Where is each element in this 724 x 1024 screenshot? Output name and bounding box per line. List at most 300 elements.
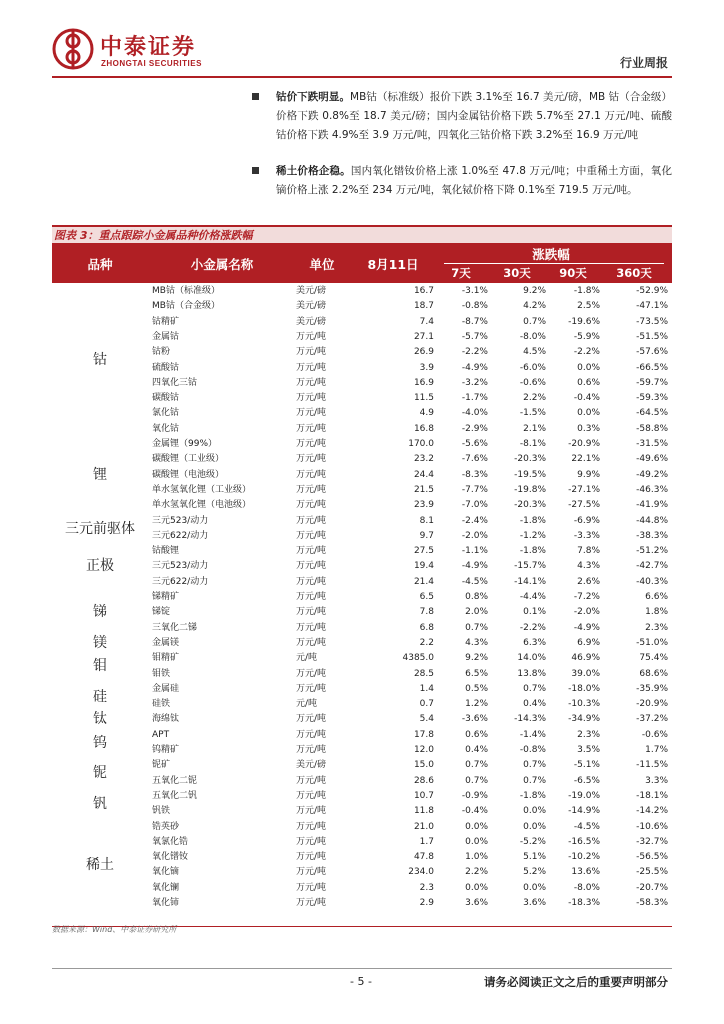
cell-name: 五氧化二钒 (152, 790, 198, 801)
cell-d90: -7.2% (573, 592, 600, 602)
cell-name: 钨精矿 (152, 745, 180, 755)
cell-price: 2.3 (419, 882, 434, 893)
cell-d30: 14.0% (517, 653, 546, 664)
cell-d30: -0.6% (519, 377, 546, 388)
cell-d7: 1.2% (465, 699, 488, 710)
cell-name: 金属镁 (152, 637, 180, 648)
cell-name: 钒铁 (152, 806, 171, 817)
cell-unit: 万元/吨 (296, 530, 327, 541)
cell-d7: -5.7% (461, 331, 488, 342)
cell-d30: 4.5% (523, 347, 546, 358)
cell-d30: -4.4% (519, 592, 546, 602)
cell-name: 五氧化二铌 (152, 775, 198, 786)
cell-d360: -49.2% (636, 469, 668, 480)
cell-d30: -1.8% (519, 790, 546, 801)
cell-price: 17.8 (413, 729, 434, 740)
cell-price: 23.9 (413, 500, 434, 511)
cell-price: 21.4 (413, 576, 434, 587)
cell-price: 7.4 (419, 316, 434, 327)
cell-d90: 0.6% (577, 377, 600, 388)
cell-d90: 13.6% (571, 867, 600, 878)
cell-price: 12.0 (413, 745, 434, 755)
header-subdivider (444, 263, 664, 264)
cell-name: 海绵钛 (152, 714, 180, 725)
cell-d7: 3.6% (465, 898, 488, 908)
company-name-cn: 中泰证券 (100, 35, 197, 60)
cell-d360: -38.3% (636, 530, 668, 541)
cell-d360: -58.3% (636, 898, 668, 908)
cell-d360: -18.1% (636, 790, 668, 801)
cell-d90: 46.9% (571, 653, 600, 664)
cell-name: 三元622/动力 (152, 576, 209, 587)
header-360d: 360天 (616, 266, 652, 280)
cell-d90: -34.9% (568, 714, 600, 725)
header-90d: 90天 (559, 266, 587, 280)
cell-d90: 2.6% (577, 576, 600, 587)
cell-d360: 2.3% (645, 622, 668, 633)
bullet-highlight: 钴价下跌明显。 (276, 91, 351, 103)
cell-d7: -4.0% (461, 408, 488, 419)
cell-unit: 万元/吨 (296, 668, 327, 679)
cell-name: 钴粉 (152, 347, 171, 358)
cell-d30: -5.2% (519, 836, 546, 847)
cell-unit: 万元/吨 (296, 637, 327, 648)
bullet-square-icon (252, 93, 259, 100)
cell-price: 11.5 (413, 393, 434, 404)
cell-d90: 7.8% (577, 546, 600, 557)
cell-price: 15.0 (413, 760, 434, 771)
group-label: 稀土 (86, 856, 114, 873)
cell-price: 6.5 (419, 592, 434, 602)
header-7d: 7天 (451, 266, 471, 280)
cell-price: 1.7 (419, 836, 434, 847)
cell-d30: -1.8% (519, 546, 546, 557)
cell-d360: -49.6% (636, 454, 668, 465)
cell-price: 21.0 (413, 821, 434, 832)
cell-price: 16.8 (413, 423, 434, 434)
cell-d7: -2.0% (461, 530, 488, 541)
cell-d7: -4.9% (461, 561, 488, 572)
cell-d360: -32.7% (636, 836, 668, 847)
cell-d7: 0.7% (465, 775, 488, 786)
bullet-text: 国内氧化镨钕价格上涨 1.0%至 47.8 万元/吨；中重稀土方面，氧化镝价格上涨 2.2%至 234 万元/吨，氧化铽价格下降 0.1%至 719.5 万元/吨。 (276, 165, 673, 196)
cell-unit: 万元/吨 (296, 775, 327, 786)
cell-name: 硫酸钴 (152, 362, 180, 373)
cell-d7: 4.3% (465, 637, 488, 648)
cell-d360: -56.5% (636, 852, 668, 863)
cell-d90: -0.4% (573, 393, 600, 404)
cell-d30: -1.4% (519, 729, 546, 740)
cell-unit: 万元/吨 (296, 561, 327, 572)
bullet-cobalt (252, 88, 672, 145)
cell-unit: 万元/吨 (296, 546, 327, 557)
header-divider (52, 76, 672, 78)
cell-price: 19.4 (413, 561, 434, 572)
header-30d: 30天 (503, 266, 531, 280)
cell-d7: -2.9% (461, 423, 488, 434)
cell-d7: -0.8% (461, 301, 488, 312)
cell-name: 钴精矿 (152, 316, 180, 327)
cell-unit: 美元/磅 (296, 316, 327, 327)
cell-d90: -6.9% (573, 515, 600, 526)
cell-d7: 0.6% (465, 729, 488, 740)
cell-d360: 75.4% (639, 653, 668, 664)
cell-d30: -0.8% (519, 745, 546, 755)
cell-unit: 万元/吨 (296, 347, 327, 358)
cell-d360: -64.5% (636, 408, 668, 419)
cell-unit: 万元/吨 (296, 500, 327, 511)
cell-d30: -14.1% (514, 576, 546, 587)
group-label: 钒 (93, 795, 107, 812)
cell-d90: -27.5% (568, 500, 600, 511)
cell-unit: 万元/吨 (296, 622, 327, 633)
cell-d7: -1.7% (461, 393, 488, 404)
cell-unit: 万元/吨 (296, 439, 327, 449)
cell-d360: 1.8% (645, 607, 668, 618)
cell-d360: -47.1% (636, 301, 668, 312)
report-type: 行业周报 (619, 56, 668, 70)
cell-d90: 6.9% (577, 637, 600, 648)
cell-name: 金属钴 (152, 331, 180, 342)
cell-d90: 4.3% (577, 561, 600, 572)
cell-d30: 0.0% (523, 821, 546, 832)
cell-name: 锆英砂 (152, 821, 180, 832)
cell-name: 碳酸钴 (152, 393, 180, 404)
data-source: 数据来源：Wind、中泰证券研究所 (52, 925, 177, 934)
cell-d30: 4.2% (523, 301, 546, 312)
page-header (0, 0, 724, 80)
cell-name: MB钴（合金级） (152, 301, 220, 312)
cell-d360: -57.6% (636, 347, 668, 358)
cell-unit: 万元/吨 (296, 469, 327, 480)
cell-unit: 万元/吨 (296, 806, 327, 817)
cell-name: 单水氢氧化锂（电池级） (152, 500, 252, 511)
cell-name: 碳酸锂（工业级） (152, 454, 225, 465)
cell-d7: -7.7% (461, 484, 488, 495)
cell-d90: -18.0% (568, 683, 600, 694)
cell-unit: 万元/吨 (296, 331, 327, 342)
cell-d7: 0.0% (465, 821, 488, 832)
cell-d7: -5.6% (461, 439, 488, 449)
cell-d360: -40.3% (636, 576, 668, 587)
cell-price: 28.6 (413, 775, 434, 786)
cell-d360: -44.8% (636, 515, 668, 526)
cell-price: 16.9 (413, 377, 434, 388)
cell-d7: -3.1% (461, 286, 488, 296)
cell-d360: -46.3% (636, 484, 668, 495)
cell-unit: 美元/磅 (296, 301, 327, 312)
cell-name: 钴酸锂 (152, 546, 180, 557)
cell-unit: 万元/吨 (296, 607, 327, 618)
cell-d90: -19.0% (568, 790, 600, 801)
header-name: 小金属名称 (190, 257, 254, 272)
cell-unit: 万元/吨 (296, 898, 327, 908)
group-label: 锑 (93, 604, 107, 620)
cell-d30: 2.2% (523, 393, 546, 404)
cell-d7: 0.8% (465, 592, 488, 602)
cell-d90: 0.0% (577, 408, 600, 419)
cell-name: 铌矿 (152, 760, 171, 771)
cell-d30: -6.0% (519, 362, 546, 373)
cell-price: 10.7 (413, 790, 434, 801)
cell-d90: -3.3% (573, 530, 600, 541)
cell-d90: 3.5% (577, 745, 600, 755)
group-label: 钴 (93, 352, 107, 368)
cell-unit: 美元/磅 (296, 286, 327, 296)
cell-price: 6.8 (419, 622, 434, 633)
cell-price: 9.7 (419, 530, 434, 541)
cell-d90: -19.6% (568, 316, 600, 327)
cell-unit: 万元/吨 (296, 882, 327, 893)
cell-d30: -15.7% (514, 561, 546, 572)
cell-d30: -20.3% (514, 454, 546, 465)
cell-unit: 万元/吨 (296, 836, 327, 847)
cell-name: 三元523/动力 (152, 515, 209, 526)
cell-name: 单水氢氧化锂（工业级） (152, 484, 252, 495)
bullet-rare-earth (252, 162, 672, 200)
cell-name: APT (152, 729, 170, 740)
cell-price: 11.8 (413, 806, 434, 817)
cell-d360: -51.0% (636, 637, 668, 648)
cell-d360: -51.5% (636, 331, 668, 342)
cell-unit: 万元/吨 (296, 592, 327, 602)
cell-d360: -37.2% (636, 714, 668, 725)
cell-price: 0.7 (419, 699, 434, 710)
cell-d30: -19.8% (514, 484, 546, 495)
cell-name: 四氧化三钴 (152, 377, 198, 388)
cell-d30: 0.7% (523, 775, 546, 786)
cell-d90: 9.9% (577, 469, 600, 480)
cell-d7: -3.6% (461, 714, 488, 725)
cell-name: 氯化钴 (152, 408, 180, 419)
cell-name: 三元523/动力 (152, 561, 209, 572)
cell-name: 氧化钴 (152, 423, 180, 434)
cell-d360: 3.3% (645, 775, 668, 786)
cell-d360: -35.9% (636, 683, 668, 694)
cell-unit: 万元/吨 (296, 408, 327, 419)
cell-unit: 万元/吨 (296, 484, 327, 495)
cell-d30: 0.7% (523, 683, 546, 694)
cell-d30: 3.6% (523, 898, 546, 908)
cell-unit: 万元/吨 (296, 714, 327, 725)
cell-d30: 0.4% (523, 699, 546, 710)
cell-d30: 13.8% (517, 668, 546, 679)
cell-unit: 万元/吨 (296, 576, 327, 587)
cell-d360: 1.7% (645, 745, 668, 755)
cell-unit: 万元/吨 (296, 683, 327, 694)
cell-d360: -59.7% (636, 377, 668, 388)
footer-divider (52, 968, 672, 969)
cell-unit: 万元/吨 (296, 790, 327, 801)
cell-unit: 万元/吨 (296, 393, 327, 404)
cell-price: 2.2 (419, 637, 434, 648)
cell-d7: -4.5% (461, 576, 488, 587)
cell-price: 4385.0 (402, 653, 434, 664)
cell-d90: 0.3% (577, 423, 600, 434)
cell-d7: 0.7% (465, 622, 488, 633)
cell-d30: 0.1% (523, 607, 546, 618)
cell-d7: -4.9% (461, 362, 488, 373)
cell-unit: 万元/吨 (296, 454, 327, 465)
cell-price: 47.8 (413, 852, 434, 863)
group-label: 钨 (93, 734, 107, 751)
cell-d30: 6.3% (523, 637, 546, 648)
cell-unit: 万元/吨 (296, 377, 327, 388)
cell-d7: -1.1% (461, 546, 488, 557)
cell-d30: 0.7% (523, 316, 546, 327)
cell-unit: 万元/吨 (296, 729, 327, 740)
cell-d360: -11.5% (636, 760, 668, 771)
cell-d30: -8.1% (519, 439, 546, 449)
cell-d30: 5.2% (523, 867, 546, 878)
cell-d90: -14.9% (568, 806, 600, 817)
cell-d30: -14.3% (514, 714, 546, 725)
bullet-text: MB钴（标准级）报价下跌 3.1%至 16.7 美元/磅，MB 钴（合金级）价格下跌 0.8%至 18.7 美元/磅；国内金属钴价格下跌 5.7%至 27.1 万元/吨、硫酸钴价格下跌 4.9%至 3.9 万元/吨，四氧化三钴价格下跌 3.2%至 16.9 万元/吨 (276, 91, 673, 141)
cell-d7: 0.7% (465, 760, 488, 771)
cell-unit: 万元/吨 (296, 821, 327, 832)
header-date: 8月11日 (367, 257, 419, 272)
cell-d90: -4.5% (573, 821, 600, 832)
cell-name: 三氧化二锑 (152, 622, 198, 633)
cell-unit: 万元/吨 (296, 423, 327, 434)
cell-d360: -73.5% (636, 316, 668, 327)
cell-d7: 6.5% (465, 668, 488, 679)
cell-name: 氧化镨钕 (152, 852, 189, 863)
cell-name: 碳酸锂（电池级） (152, 469, 225, 480)
cell-unit: 万元/吨 (296, 362, 327, 373)
cell-d7: 0.5% (465, 683, 488, 694)
cell-unit: 元/吨 (296, 699, 318, 710)
cell-d90: -18.3% (568, 898, 600, 908)
table-header (52, 243, 672, 283)
header-change: 涨跌幅 (532, 247, 570, 262)
cell-name: 钼精矿 (152, 653, 180, 664)
group-label: 铌 (93, 765, 107, 782)
cell-d360: -42.7% (636, 561, 668, 572)
cell-price: 18.7 (413, 301, 434, 312)
cell-name: 钼铁 (152, 668, 171, 679)
cell-unit: 万元/吨 (296, 515, 327, 526)
cell-d30: -1.5% (519, 408, 546, 419)
cell-d7: -3.2% (461, 377, 488, 388)
cell-d360: -10.6% (636, 821, 668, 832)
company-logo-icon (52, 28, 94, 70)
group-label: 钼 (93, 658, 107, 675)
cell-d90: -16.5% (568, 836, 600, 847)
cell-price: 170.0 (408, 439, 434, 449)
cell-name: MB钴（标准级） (152, 286, 220, 296)
cell-d30: -19.5% (514, 469, 546, 480)
cell-price: 5.4 (419, 714, 434, 725)
figure-title: 图表 3：重点跟踪小金属品种价格涨跌幅 (52, 225, 672, 243)
cell-d7: -0.9% (461, 790, 488, 801)
cell-price: 27.5 (413, 546, 434, 557)
cell-unit: 元/吨 (296, 653, 318, 664)
cell-price: 8.1 (419, 515, 434, 526)
group-label: 锂 (93, 467, 107, 483)
cell-d7: -8.7% (461, 316, 488, 327)
cell-d7: 0.0% (465, 836, 488, 847)
cell-d7: -2.4% (461, 515, 488, 526)
cell-unit: 万元/吨 (296, 745, 327, 755)
page-number: - 5 - (350, 975, 372, 988)
cell-name: 氧化镝 (152, 867, 180, 878)
cell-d360: -58.8% (636, 423, 668, 434)
cell-price: 16.7 (413, 286, 434, 296)
cell-unit: 万元/吨 (296, 867, 327, 878)
cell-price: 4.9 (419, 408, 434, 419)
cell-d7: -7.6% (461, 454, 488, 465)
cell-d30: -1.2% (519, 530, 546, 541)
cell-price: 23.2 (413, 454, 434, 465)
cell-d90: 0.0% (577, 362, 600, 373)
cell-d7: 2.0% (465, 607, 488, 618)
cell-d30: 5.1% (523, 852, 546, 863)
group-label: 硅 (93, 688, 107, 705)
cell-d360: -59.3% (636, 393, 668, 404)
cell-d7: 0.0% (465, 882, 488, 893)
cell-price: 28.5 (413, 668, 434, 679)
cell-d360: -66.5% (636, 362, 668, 373)
cell-d90: -20.9% (568, 439, 600, 449)
cell-price: 234.0 (408, 867, 434, 878)
cell-d90: 39.0% (571, 668, 600, 679)
bullet-square-icon (252, 167, 259, 174)
bullet-highlight: 稀土价格企稳。 (276, 165, 351, 177)
cell-d90: -8.0% (573, 882, 600, 893)
cell-price: 7.8 (419, 607, 434, 618)
cell-name: 氧氯化锆 (152, 836, 189, 847)
cell-name: 锑锭 (152, 607, 171, 618)
cell-d90: 2.3% (577, 729, 600, 740)
group-label: 钛 (93, 711, 107, 728)
cell-d7: 9.2% (465, 653, 488, 664)
cell-d360: 68.6% (639, 668, 668, 679)
cell-d30: -20.3% (514, 500, 546, 511)
cell-name: 氧化铈 (152, 898, 180, 908)
cell-d7: -0.4% (461, 806, 488, 817)
cell-d360: -20.9% (636, 699, 668, 710)
cell-d7: -8.3% (461, 469, 488, 480)
cell-d90: -10.2% (568, 852, 600, 863)
cell-d7: 1.0% (465, 852, 488, 863)
cell-price: 1.4 (419, 683, 434, 694)
cell-d30: -1.8% (519, 515, 546, 526)
cell-price: 2.9 (419, 898, 434, 908)
cell-unit: 万元/吨 (296, 852, 327, 863)
cell-d90: 22.1% (571, 454, 600, 465)
cell-d7: 0.4% (465, 745, 488, 755)
cell-d30: 2.1% (523, 423, 546, 434)
group-label: 三元前驱体 (65, 520, 135, 537)
cell-d360: -31.5% (636, 439, 668, 449)
cell-d90: -5.1% (573, 760, 600, 771)
cell-d90: -5.9% (573, 331, 600, 342)
cell-d90: -2.2% (573, 347, 600, 358)
cell-price: 21.5 (413, 484, 434, 495)
cell-price: 24.4 (413, 469, 434, 480)
cell-d90: 2.5% (577, 301, 600, 312)
cell-d30: 0.0% (523, 882, 546, 893)
cell-d360: -52.9% (636, 286, 668, 296)
cell-name: 氧化镧 (152, 882, 180, 893)
cell-d360: -0.6% (641, 729, 668, 740)
cell-d7: 2.2% (465, 867, 488, 878)
cell-price: 3.9 (419, 362, 434, 373)
cell-name: 硅铁 (152, 699, 171, 710)
cell-d30: -8.0% (519, 331, 546, 342)
cell-d360: -20.7% (636, 882, 668, 893)
